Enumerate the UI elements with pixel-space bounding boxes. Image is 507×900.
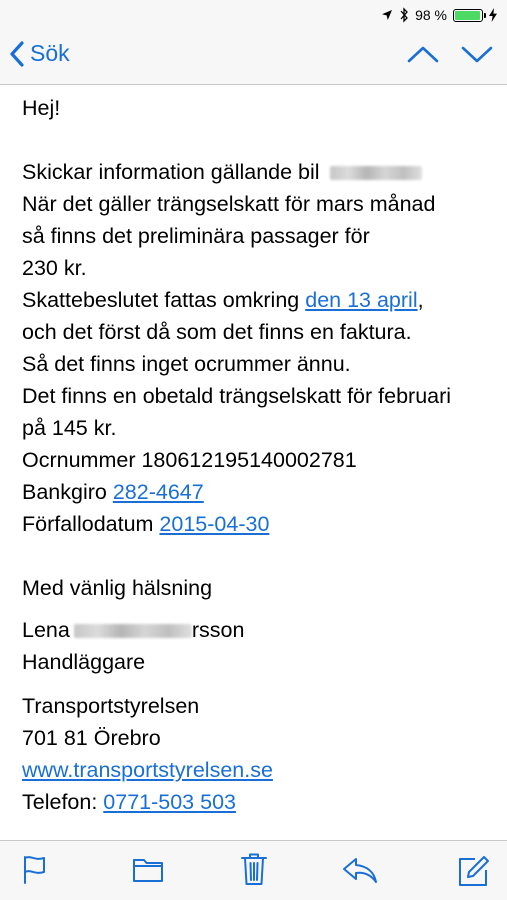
body-line-decision — [22, 284, 492, 316]
due-date-label: Förfallodatum — [22, 512, 160, 536]
body-text: Skickar information gällande bil — [22, 160, 320, 184]
phone-label: Telefon: — [22, 790, 104, 814]
next-message-chevron-down-icon[interactable] — [461, 44, 493, 64]
compose-icon[interactable] — [457, 855, 489, 887]
name-last-suffix: rsson — [191, 618, 245, 642]
back-label: Sök — [30, 40, 70, 66]
battery-percent: 98 % — [415, 7, 447, 23]
body-text: , — [417, 288, 424, 312]
navigation-bar — [0, 30, 507, 85]
bankgiro-line — [22, 476, 492, 508]
bankgiro-label: Bankgiro — [22, 480, 113, 504]
flag-icon[interactable] — [22, 855, 48, 885]
battery-level-fill — [455, 11, 480, 20]
redacted-plate — [330, 166, 422, 180]
back-button[interactable] — [10, 40, 70, 67]
redacted-name — [74, 624, 192, 638]
phone-line — [22, 786, 492, 818]
website-link[interactable]: www.transportstyrelsen.se — [22, 758, 273, 782]
signature-role: Handläggare — [22, 650, 146, 674]
body-text: Det finns en obetald trängselskatt för februari — [22, 384, 452, 408]
website-line — [22, 754, 492, 786]
chevron-left-icon — [10, 41, 24, 67]
ocr-number: Ocrnummer 180612195140002781 — [22, 448, 357, 472]
greeting: Hej! — [22, 96, 61, 120]
body-line-vehicle — [22, 156, 492, 188]
reply-icon[interactable] — [342, 855, 378, 885]
body-text: och det först då som det finns en faktura. — [22, 320, 412, 344]
status-bar — [0, 0, 507, 30]
body-text: så finns det preliminära passager för — [22, 224, 370, 248]
message-navigation — [385, 44, 493, 64]
folder-icon[interactable] — [132, 855, 164, 883]
trash-icon[interactable] — [240, 852, 268, 886]
signature-name-block — [22, 614, 492, 678]
due-date-line — [22, 508, 492, 540]
bottom-toolbar — [0, 840, 507, 900]
organization-block — [22, 690, 492, 818]
name-first: Lena — [22, 618, 70, 642]
location-arrow-icon — [381, 9, 393, 21]
body-text: på 145 kr. — [22, 416, 117, 440]
body-text: Så det finns inget ocrummer ännu. — [22, 352, 351, 376]
organization-name: Transportstyrelsen — [22, 694, 200, 718]
organization-address: 701 81 Örebro — [22, 726, 161, 750]
date-link[interactable]: den 13 april — [305, 288, 418, 312]
phone-link[interactable]: 0771-503 503 — [103, 790, 236, 814]
body-text: 230 kr. — [22, 256, 87, 280]
body-text: När det gäller trängselskatt för mars månad — [22, 192, 436, 216]
signature-name — [22, 614, 492, 646]
closing: Med vänlig hälsning — [22, 576, 213, 600]
bankgiro-link[interactable]: 282-4647 — [112, 480, 204, 504]
charging-bolt-icon — [489, 8, 497, 22]
email-body — [22, 92, 492, 818]
due-date-link[interactable]: 2015-04-30 — [159, 512, 270, 536]
bluetooth-icon — [399, 7, 409, 23]
battery-icon — [453, 9, 483, 22]
body-text: Skattebeslutet fattas omkring — [22, 288, 306, 312]
previous-message-chevron-up-icon[interactable] — [407, 44, 439, 64]
